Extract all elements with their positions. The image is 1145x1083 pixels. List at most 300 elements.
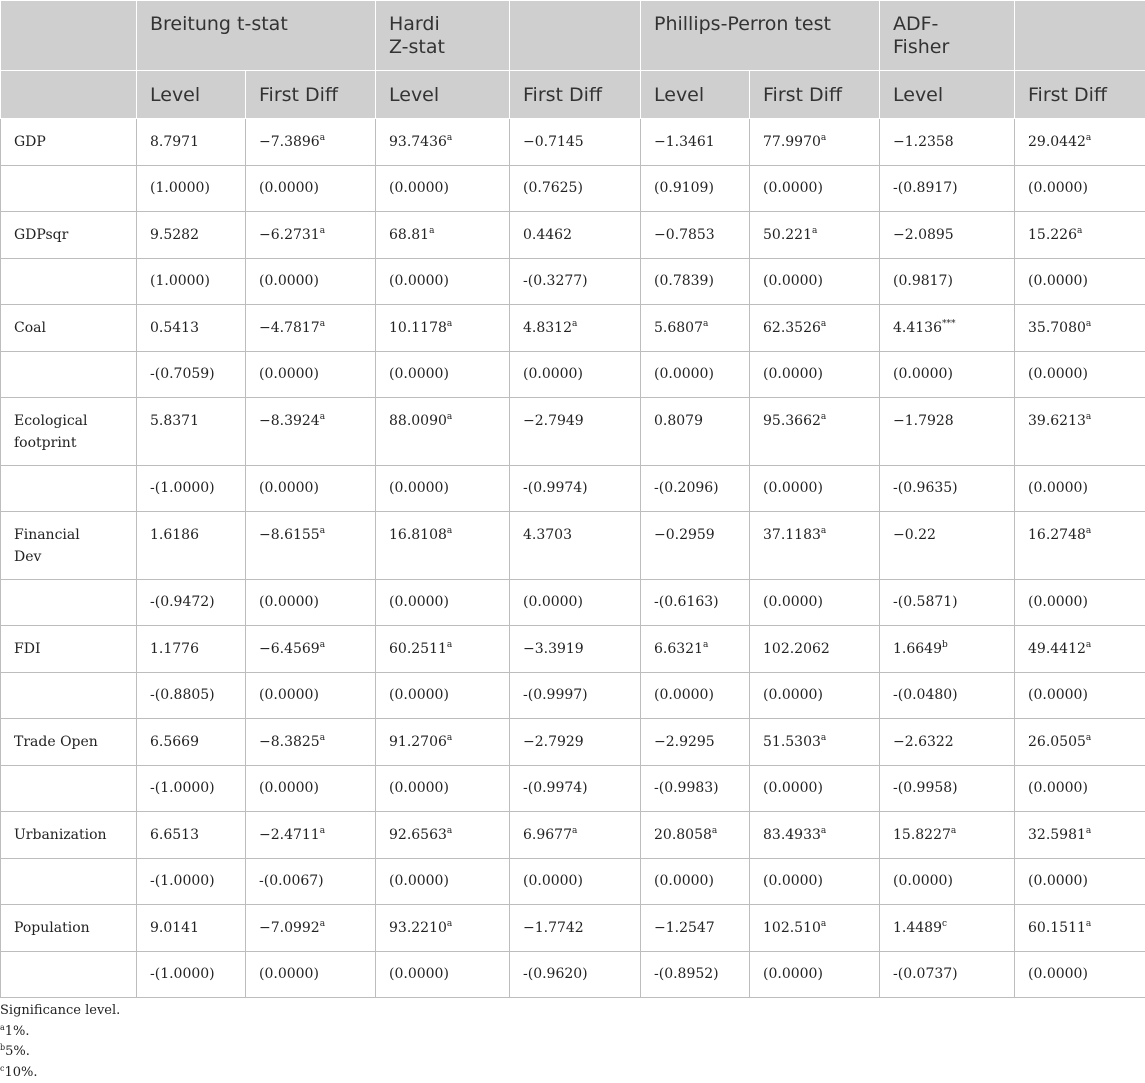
cell-value: 4.3703 [523, 527, 572, 543]
pvalue-row [1, 166, 1145, 212]
pvalue-cell: (0.0000) [376, 466, 510, 512]
cell-value: −0.7853 [654, 227, 715, 243]
cell-value: 92.6563 [389, 827, 447, 843]
statistic-cell [1015, 719, 1145, 766]
pvalue-row [1, 673, 1145, 719]
significance-mark: a [320, 640, 325, 650]
header-sub-cell: First Diff [750, 71, 880, 119]
statistic-cell [376, 119, 510, 166]
statistic-cell [510, 719, 641, 766]
statistic-cell [510, 626, 641, 673]
pvalue-cell: (0.9109) [641, 166, 750, 212]
statistic-cell [376, 398, 510, 466]
statistic-cell [880, 512, 1015, 580]
significance-mark: a [320, 826, 325, 836]
pvalue-cell: (0.0000) [246, 466, 376, 512]
footnote-b: $^b$5%. [0, 1042, 120, 1063]
pvalue-cell: -(0.9997) [510, 673, 641, 719]
pvalue-label-empty [1, 580, 137, 626]
cell-value: −0.7145 [523, 134, 584, 150]
statistic-cell [880, 305, 1015, 352]
statistic-cell [376, 512, 510, 580]
table-row [1, 719, 1145, 766]
footnote-title: Significance level. [0, 1001, 120, 1022]
pvalue-cell: -(0.0737) [880, 952, 1015, 998]
pvalue-cell: -(0.0480) [880, 673, 1015, 719]
pvalue-cell: (0.0000) [246, 166, 376, 212]
significance-mark: a [447, 133, 452, 143]
header-blank-1 [510, 1, 641, 71]
statistic-cell [376, 905, 510, 952]
significance-mark: a [821, 919, 826, 929]
table-footnotes [0, 1001, 120, 1083]
table-row [1, 305, 1145, 352]
cell-value: 5.8371 [150, 413, 199, 429]
pvalue-cell: -(0.7059) [137, 352, 246, 398]
cell-value: 35.7080 [1028, 320, 1086, 336]
cell-value: 77.9970 [763, 134, 821, 150]
statistic-cell [880, 905, 1015, 952]
significance-mark: a [447, 526, 452, 536]
pvalue-cell: -(0.3277) [510, 259, 641, 305]
cell-value: 29.0442 [1028, 134, 1086, 150]
significance-mark: a [1086, 826, 1091, 836]
statistic-cell [750, 305, 880, 352]
pvalue-cell: -(0.8917) [880, 166, 1015, 212]
significance-mark: *** [942, 319, 956, 329]
cell-value: −4.7817 [259, 320, 320, 336]
pvalue-cell: (0.0000) [376, 766, 510, 812]
header-sub-cell: Level [137, 71, 246, 119]
pvalue-label-empty [1, 259, 137, 305]
statistic-cell [880, 212, 1015, 259]
significance-mark: a [821, 526, 826, 536]
cell-value: 1.4489 [893, 920, 942, 936]
table-row [1, 119, 1145, 166]
significance-mark: a [447, 826, 452, 836]
significance-mark: a [320, 733, 325, 743]
pvalue-label-empty [1, 952, 137, 998]
pvalue-cell: -(0.9635) [880, 466, 1015, 512]
pvalue-cell: (0.0000) [246, 352, 376, 398]
pvalue-label-empty [1, 466, 137, 512]
cell-value: 50.221 [763, 227, 812, 243]
significance-mark: a [1077, 226, 1082, 236]
statistic-cell [880, 398, 1015, 466]
cell-value: 1.1776 [150, 641, 199, 657]
statistic-cell [137, 119, 246, 166]
header-sub-empty [1, 71, 137, 119]
significance-mark: a [572, 826, 577, 836]
pvalue-label-empty [1, 766, 137, 812]
pvalue-label-empty [1, 166, 137, 212]
significance-mark: a [1086, 319, 1091, 329]
pvalue-cell: (0.0000) [750, 580, 880, 626]
significance-mark: a [429, 226, 434, 236]
significance-mark: a [1086, 412, 1091, 422]
cell-value: 8.7971 [150, 134, 199, 150]
cell-value: 9.0141 [150, 920, 199, 936]
statistic-cell [641, 305, 750, 352]
cell-value: −2.7929 [523, 734, 584, 750]
statistic-cell [510, 305, 641, 352]
table-row [1, 626, 1145, 673]
variable-name: Urbanization [1, 812, 137, 859]
cell-value: 0.5413 [150, 320, 199, 336]
cell-value: 16.8108 [389, 527, 447, 543]
statistic-cell [750, 398, 880, 466]
statistic-cell [137, 398, 246, 466]
cell-value: −1.7928 [893, 413, 954, 429]
significance-mark: a [447, 733, 452, 743]
statistic-cell [641, 119, 750, 166]
table-row [1, 905, 1145, 952]
cell-value: −2.7949 [523, 413, 584, 429]
statistic-cell [1015, 812, 1145, 859]
table-row [1, 398, 1145, 466]
cell-value: 0.8079 [654, 413, 703, 429]
pvalue-cell: (0.0000) [376, 259, 510, 305]
statistic-cell [750, 119, 880, 166]
pvalue-cell: (0.0000) [880, 859, 1015, 905]
statistic-cell [641, 212, 750, 259]
pvalue-cell: (0.0000) [246, 952, 376, 998]
header-sub-cell: Level [880, 71, 1015, 119]
cell-value: 6.9677 [523, 827, 572, 843]
pvalue-cell: (0.0000) [376, 580, 510, 626]
cell-value: 49.4412 [1028, 641, 1086, 657]
cell-value: −2.0895 [893, 227, 954, 243]
table-row [1, 812, 1145, 859]
cell-value: 93.2210 [389, 920, 447, 936]
cell-value: −7.3896 [259, 134, 320, 150]
pvalue-cell: -(0.2096) [641, 466, 750, 512]
pvalue-label-empty [1, 859, 137, 905]
pvalue-row [1, 859, 1145, 905]
pvalue-cell: -(0.6163) [641, 580, 750, 626]
statistic-cell [750, 905, 880, 952]
cell-value: −8.3825 [259, 734, 320, 750]
pvalue-cell: (0.0000) [246, 766, 376, 812]
significance-mark: a [1086, 919, 1091, 929]
statistic-cell [641, 719, 750, 766]
statistic-cell [376, 812, 510, 859]
statistic-cell [246, 812, 376, 859]
cell-value: 0.4462 [523, 227, 572, 243]
pvalue-cell: (0.0000) [641, 859, 750, 905]
cell-value: 15.8227 [893, 827, 951, 843]
pvalue-cell: (0.0000) [246, 673, 376, 719]
significance-mark: a [1086, 733, 1091, 743]
cell-value: 10.1178 [389, 320, 447, 336]
pvalue-cell: (0.7625) [510, 166, 641, 212]
pvalue-cell: (0.0000) [1015, 673, 1145, 719]
significance-mark: a [447, 412, 452, 422]
pvalue-cell: -(0.5871) [880, 580, 1015, 626]
significance-mark: a [821, 412, 826, 422]
significance-mark: a [1086, 640, 1091, 650]
pvalue-cell: (0.0000) [750, 952, 880, 998]
pvalue-cell: (0.7839) [641, 259, 750, 305]
cell-value: 5.6807 [654, 320, 703, 336]
pvalue-cell: -(0.8805) [137, 673, 246, 719]
pvalue-row [1, 466, 1145, 512]
header-sub-cell: Level [376, 71, 510, 119]
header-sub-cell: First Diff [246, 71, 376, 119]
significance-mark: a [572, 319, 577, 329]
header-variable-cell [1, 1, 137, 71]
pvalue-cell: -(1.0000) [137, 952, 246, 998]
pvalue-cell: (0.0000) [510, 580, 641, 626]
pvalue-cell: -(0.9974) [510, 466, 641, 512]
statistic-cell [246, 119, 376, 166]
header-sub-cell: Level [641, 71, 750, 119]
cell-value: 6.6513 [150, 827, 199, 843]
cell-value: 102.510 [763, 920, 821, 936]
cell-value: 1.6186 [150, 527, 199, 543]
header-sub-row [1, 71, 1145, 119]
header-breitung: Breitung t-stat [137, 1, 376, 71]
statistic-cell [137, 812, 246, 859]
pvalue-cell: (0.0000) [376, 166, 510, 212]
pvalue-cell: (0.0000) [376, 859, 510, 905]
significance-mark: a [320, 319, 325, 329]
pvalue-cell: (0.0000) [1015, 352, 1145, 398]
pvalue-row [1, 259, 1145, 305]
statistic-cell [137, 626, 246, 673]
statistic-cell [137, 905, 246, 952]
statistic-cell [641, 626, 750, 673]
pvalue-cell: (0.0000) [246, 580, 376, 626]
statistic-cell [510, 812, 641, 859]
statistic-cell [880, 119, 1015, 166]
statistic-cell [510, 512, 641, 580]
header-group-row [1, 1, 1145, 71]
cell-value: −8.3924 [259, 413, 320, 429]
statistic-cell [750, 719, 880, 766]
variable-name: FDI [1, 626, 137, 673]
cell-value: 60.2511 [389, 641, 447, 657]
pvalue-row [1, 952, 1145, 998]
pvalue-cell: (0.0000) [641, 352, 750, 398]
statistic-cell [246, 212, 376, 259]
statistic-cell [376, 626, 510, 673]
cell-value: −0.22 [893, 527, 936, 543]
cell-value: 26.0505 [1028, 734, 1086, 750]
significance-mark: a [447, 640, 452, 650]
pvalue-cell: (0.0000) [1015, 766, 1145, 812]
cell-value: −7.0992 [259, 920, 320, 936]
pvalue-cell: (0.0000) [880, 352, 1015, 398]
pvalue-cell: (0.0000) [1015, 859, 1145, 905]
statistic-cell [510, 119, 641, 166]
significance-mark: b [942, 640, 948, 650]
pvalue-cell: -(0.8952) [641, 952, 750, 998]
pvalue-cell: (0.0000) [510, 352, 641, 398]
significance-mark: a [1086, 133, 1091, 143]
cell-value: 6.6321 [654, 641, 703, 657]
pvalue-cell: (0.0000) [1015, 580, 1145, 626]
statistic-cell [376, 305, 510, 352]
significance-mark: a [703, 640, 708, 650]
pvalue-cell: -(1.0000) [137, 466, 246, 512]
pvalue-cell: (0.0000) [376, 352, 510, 398]
pvalue-cell: (0.0000) [750, 673, 880, 719]
statistic-cell [1015, 398, 1145, 466]
statistic-cell [376, 212, 510, 259]
cell-value: −2.9295 [654, 734, 715, 750]
pvalue-cell: (0.0000) [750, 259, 880, 305]
pvalue-cell: (0.0000) [750, 466, 880, 512]
pvalue-cell: (0.0000) [376, 952, 510, 998]
cell-value: −1.2547 [654, 920, 715, 936]
pvalue-cell: (1.0000) [137, 259, 246, 305]
cell-value: 15.226 [1028, 227, 1077, 243]
cell-value: 93.7436 [389, 134, 447, 150]
table-body [1, 119, 1145, 998]
statistic-cell [1015, 512, 1145, 580]
cell-value: −3.3919 [523, 641, 584, 657]
statistic-cell [1015, 119, 1145, 166]
significance-mark: a [320, 226, 325, 236]
pvalue-label-empty [1, 352, 137, 398]
statistic-cell [880, 812, 1015, 859]
cell-value: 83.4933 [763, 827, 821, 843]
significance-mark: a [812, 226, 817, 236]
pvalue-cell: (0.0000) [1015, 466, 1145, 512]
cell-value: 88.0090 [389, 413, 447, 429]
statistic-cell [641, 905, 750, 952]
pvalue-cell: -(0.0067) [246, 859, 376, 905]
pvalue-row [1, 766, 1145, 812]
pvalue-cell: -(0.9974) [510, 766, 641, 812]
pvalue-cell: (1.0000) [137, 166, 246, 212]
pvalue-cell: -(0.9983) [641, 766, 750, 812]
cell-value: −2.4711 [259, 827, 320, 843]
cell-value: 68.81 [389, 227, 429, 243]
variable-name: Ecological footprint [1, 398, 137, 466]
statistic-cell [1015, 305, 1145, 352]
cell-value: −8.6155 [259, 527, 320, 543]
header-sub-cell: First Diff [1015, 71, 1145, 119]
header-blank-2 [1015, 1, 1145, 71]
pvalue-row [1, 352, 1145, 398]
cell-value: 9.5282 [150, 227, 199, 243]
statistic-cell [880, 719, 1015, 766]
pvalue-cell: -(1.0000) [137, 859, 246, 905]
significance-mark: a [951, 826, 956, 836]
pvalue-cell: -(1.0000) [137, 766, 246, 812]
pvalue-cell: (0.0000) [750, 766, 880, 812]
pvalue-cell: (0.0000) [750, 166, 880, 212]
cell-value: −2.6322 [893, 734, 954, 750]
cell-value: −0.2959 [654, 527, 715, 543]
cell-value: 91.2706 [389, 734, 447, 750]
significance-mark: a [447, 319, 452, 329]
cell-value: −1.7742 [523, 920, 584, 936]
statistic-cell [137, 512, 246, 580]
cell-value: 6.5669 [150, 734, 199, 750]
pvalue-label-empty [1, 673, 137, 719]
pvalue-cell: (0.0000) [750, 352, 880, 398]
statistic-cell [246, 512, 376, 580]
pvalue-cell: (0.0000) [1015, 166, 1145, 212]
significance-mark: a [320, 526, 325, 536]
cell-value: 1.6649 [893, 641, 942, 657]
significance-mark: a [821, 826, 826, 836]
statistic-cell [246, 719, 376, 766]
cell-value: 51.5303 [763, 734, 821, 750]
cell-value: −1.3461 [654, 134, 715, 150]
statistic-cell [246, 305, 376, 352]
table-row [1, 212, 1145, 259]
significance-mark: a [821, 319, 826, 329]
significance-mark: a [821, 133, 826, 143]
cell-value: 4.4136 [893, 320, 942, 336]
cell-value: 39.6213 [1028, 413, 1086, 429]
statistic-cell [1015, 212, 1145, 259]
cell-value: 4.8312 [523, 320, 572, 336]
statistic-cell [750, 212, 880, 259]
statistic-cell [137, 719, 246, 766]
statistic-cell [750, 626, 880, 673]
variable-name: GDP [1, 119, 137, 166]
pvalue-row [1, 580, 1145, 626]
statistic-cell [1015, 626, 1145, 673]
statistic-cell [510, 398, 641, 466]
statistic-cell [880, 626, 1015, 673]
variable-name: GDPsqr [1, 212, 137, 259]
pvalue-cell: (0.0000) [246, 259, 376, 305]
cell-value: 16.2748 [1028, 527, 1086, 543]
pvalue-cell: (0.0000) [376, 673, 510, 719]
significance-mark: a [703, 319, 708, 329]
statistic-cell [750, 512, 880, 580]
pvalue-cell: (0.0000) [641, 673, 750, 719]
statistic-cell [750, 812, 880, 859]
statistic-cell [1015, 905, 1145, 952]
significance-mark: a [447, 919, 452, 929]
statistic-cell [376, 719, 510, 766]
significance-mark: a [320, 133, 325, 143]
variable-name: Financial Dev [1, 512, 137, 580]
table-row [1, 512, 1145, 580]
pvalue-cell: (0.0000) [1015, 259, 1145, 305]
cell-value: 60.1511 [1028, 920, 1086, 936]
statistic-cell [246, 626, 376, 673]
cell-value: 32.5981 [1028, 827, 1086, 843]
header-sub-cell: First Diff [510, 71, 641, 119]
pvalue-cell: (0.0000) [750, 859, 880, 905]
cell-value: 37.1183 [763, 527, 821, 543]
statistic-cell [510, 905, 641, 952]
cell-value: 62.3526 [763, 320, 821, 336]
statistic-cell [641, 812, 750, 859]
pvalue-cell: -(0.9620) [510, 952, 641, 998]
significance-mark: a [712, 826, 717, 836]
variable-name: Coal [1, 305, 137, 352]
footnote-c: $^c$10%. [0, 1063, 120, 1083]
pvalue-cell: (0.0000) [510, 859, 641, 905]
cell-value: −6.2731 [259, 227, 320, 243]
statistic-cell [510, 212, 641, 259]
statistic-cell [137, 305, 246, 352]
header-adf-fisher: ADF- Fisher [880, 1, 1015, 71]
pvalue-cell: (0.9817) [880, 259, 1015, 305]
pvalue-cell: (0.0000) [1015, 952, 1145, 998]
pvalue-cell: -(0.9472) [137, 580, 246, 626]
cell-value: −1.2358 [893, 134, 954, 150]
